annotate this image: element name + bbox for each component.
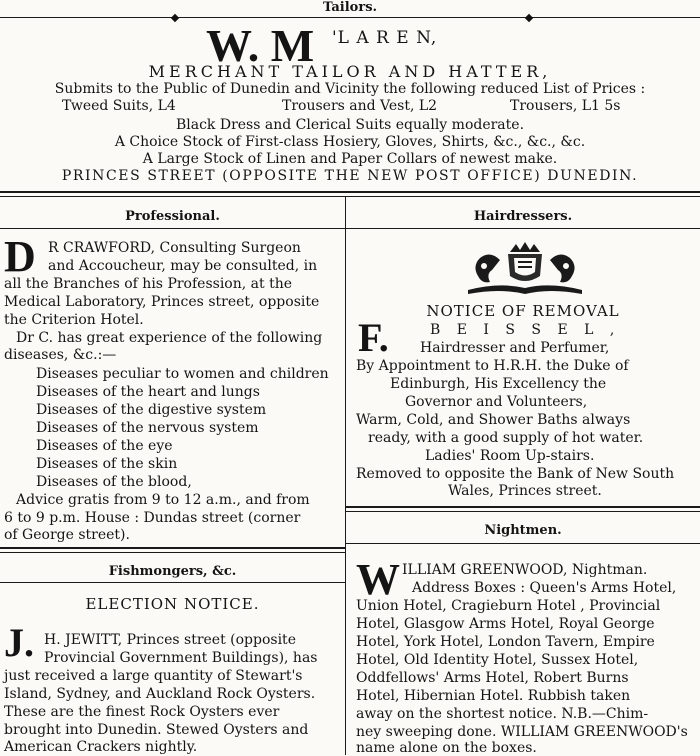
ad-line: Island, Sydney, and Auckland Rock Oysters. xyxy=(4,686,316,702)
ad-line: Hotel, Old Identity Hotel, Sussex Hotel, xyxy=(356,652,639,668)
ad-line: Medical Laboratory, Princes street, opposite xyxy=(4,294,320,310)
ad-line: By Appointment to H.R.H. the Duke of xyxy=(356,358,629,374)
banner-line: Black Dress and Clerical Suits equally moderate. xyxy=(175,117,525,133)
ad-line: and Accoucheur, may be consulted, in xyxy=(48,258,318,274)
royal-arms-emblem xyxy=(460,240,590,298)
ad-line: American Crackers nightly. xyxy=(4,739,198,755)
banner-line: A Large Stock of Linen and Paper Collars of newest make. xyxy=(142,151,558,167)
ad-line: diseases, &c.:— xyxy=(4,347,117,363)
ad-line: ILLIAM GREENWOOD, Nightman. xyxy=(402,562,648,578)
price-item: Trousers, L1 5s xyxy=(510,98,621,114)
drop-cap: F. xyxy=(358,315,389,360)
ad-line: Hotel, Glasgow Arms Hotel, Royal George xyxy=(356,616,655,632)
ad-line: Edinburgh, His Excellency the xyxy=(390,376,607,392)
disease-item: Diseases of the nervous system xyxy=(36,420,259,436)
divider xyxy=(0,582,345,583)
divider xyxy=(0,547,345,549)
section-header-hairdressers: Hairdressers. xyxy=(473,209,573,224)
ad-line: H. JEWITT, Princes street (opposite xyxy=(44,632,296,648)
ornament-star xyxy=(525,14,533,22)
advertiser-name-initial: W. M xyxy=(206,20,315,71)
notice-title: ELECTION NOTICE. xyxy=(85,595,260,613)
ad-line: Governor and Volunteers, xyxy=(405,394,588,410)
ad-line: Wales, Princes street. xyxy=(448,483,602,499)
ad-line: Hotel, York Hotel, London Tavern, Empire xyxy=(356,634,655,650)
ad-line: Hotel, Hibernian Hotel. Rubbish taken xyxy=(356,688,631,704)
ad-line: name alone on the boxes. xyxy=(356,740,537,756)
price-item: Tweed Suits, L4 xyxy=(62,98,176,114)
ad-line: Removed to opposite the Bank of New South xyxy=(356,466,675,482)
ad-line: Dr C. has great experience of the following xyxy=(16,330,323,346)
banner-line: A Choice Stock of First-class Hosiery, Gloves, Shirts, &c., &c., &c. xyxy=(114,134,586,150)
ad-line: just received a large quantity of Stewart's xyxy=(4,668,303,684)
ad-line: Address Boxes : Queen's Arms Hotel, xyxy=(412,580,677,596)
section-header-professional: Professional. xyxy=(125,209,220,224)
column-separator xyxy=(345,197,346,755)
divider xyxy=(346,543,700,544)
advertiser-name-rest: 'L A R E N, xyxy=(332,28,438,48)
notice-title: NOTICE OF REMOVAL xyxy=(426,302,620,320)
ad-line: brought into Dunedin. Stewed Oysters and xyxy=(4,722,309,738)
divider xyxy=(0,552,345,553)
divider xyxy=(0,191,700,193)
ad-line: Oddfellows' Arms Hotel, Robert Burns xyxy=(356,670,629,686)
ad-line: ready, with a good supply of hot water. xyxy=(368,430,644,446)
ad-line: Ladies' Room Up-stairs. xyxy=(425,448,595,464)
drop-cap: D xyxy=(4,232,36,281)
section-header-tailors: Tailors. xyxy=(322,0,378,15)
divider xyxy=(0,228,345,229)
ad-line: Advice gratis from 9 to 12 a.m., and from xyxy=(16,492,310,508)
disease-item: Diseases of the digestive system xyxy=(36,402,267,418)
banner-address: PRINCES STREET (OPPOSITE THE NEW POST OFFICE) DUNEDIN. xyxy=(61,168,639,184)
divider xyxy=(346,511,700,512)
divider xyxy=(0,17,700,18)
divider xyxy=(346,506,700,508)
ad-line: of George street). xyxy=(4,527,130,543)
drop-cap: J. xyxy=(4,620,34,665)
disease-item: Diseases of the blood, xyxy=(36,474,192,490)
advertiser-trade: MERCHANT TAILOR AND HATTER, xyxy=(148,62,552,81)
divider xyxy=(346,228,700,229)
ad-line: ney sweeping done. WILLIAM GREENWOOD's xyxy=(356,724,688,740)
ad-line: Provincial Government Buildings), has xyxy=(44,650,318,666)
price-item: Trousers and Vest, L2 xyxy=(282,98,438,114)
drop-cap: W xyxy=(356,555,400,604)
disease-item: Diseases of the heart and lungs xyxy=(36,384,260,400)
ad-line: all the Branches of his Profession, at the xyxy=(4,276,292,292)
ad-line: Warm, Cold, and Shower Baths always xyxy=(356,412,631,428)
ad-line: Hairdresser and Perfumer, xyxy=(420,340,610,356)
disease-item: Diseases peculiar to women and children xyxy=(36,366,329,382)
section-header-nightmen: Nightmen. xyxy=(484,523,562,538)
ad-line: away on the shortest notice. N.B.—Chim- xyxy=(356,706,649,722)
divider xyxy=(0,196,700,197)
ad-line: R CRAWFORD, Consulting Surgeon xyxy=(48,240,301,256)
disease-item: Diseases of the skin xyxy=(36,456,178,472)
banner-line: Submits to the Public of Dunedin and Vicinity the following reduced List of Prices : xyxy=(54,81,646,97)
ornament-star xyxy=(171,14,179,22)
ad-line: 6 to 9 p.m. House : Dundas street (corner xyxy=(4,510,301,526)
section-header-fishmongers: Fishmongers, &c. xyxy=(108,564,237,579)
ad-line: These are the finest Rock Oysters ever xyxy=(4,704,280,720)
ad-line: the Criterion Hotel. xyxy=(4,312,144,328)
advertiser-name: B E I S S E L , xyxy=(430,322,621,338)
ad-line: Union Hotel, Cragieburn Hotel , Provincial xyxy=(356,598,661,614)
disease-item: Diseases of the eye xyxy=(36,438,173,454)
